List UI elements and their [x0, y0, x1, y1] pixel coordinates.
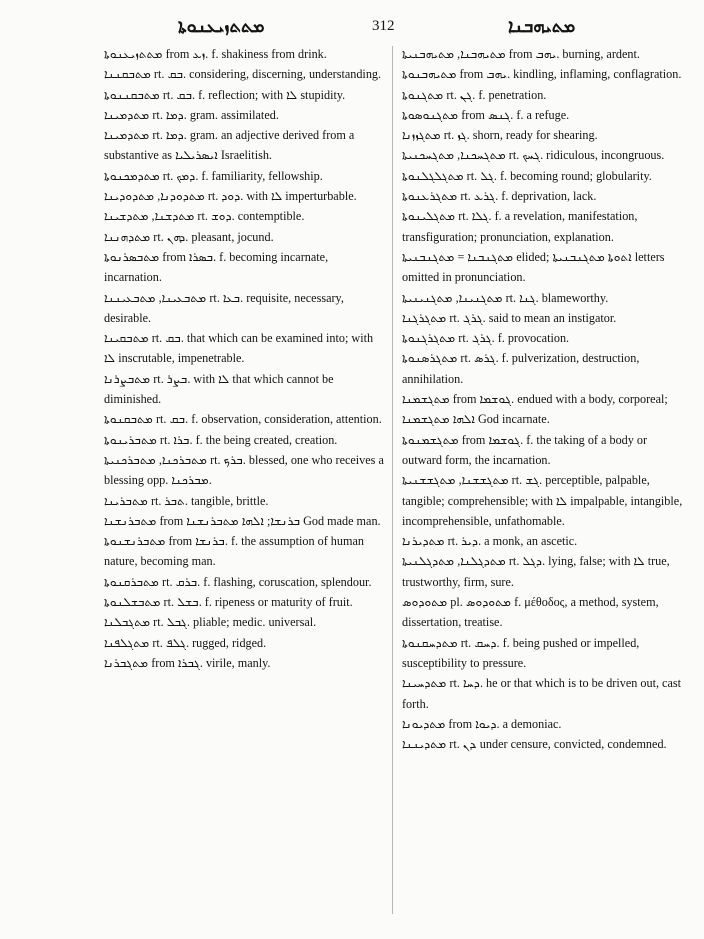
dictionary-entry: ܡܬܝܗܒܢܘܬܐ from ܝܗܒ. kindling, inflaming, conflagration. — [402, 67, 682, 82]
dictionary-entry: ܡܬܓܠܦܢܐ rt. ܓܠܦ. rugged, ridged. — [104, 635, 267, 650]
dictionary-entry: ܡܬܒܩܢܢܘܬܐ rt. ܒܩ. f. reflection; with ܠܐ stupidity. — [104, 87, 346, 102]
dictionary-entry: ܡܬܓܪܥܢܘܬܐ rt. ܓܪܥ. f. deprivation, lack. — [402, 189, 597, 204]
dictionary-entry: ܡܬܘܕܘܣ pl. ܡܬܘܕܘܣ f. μέθοδος, a method, system, dissertation, treatise. — [402, 595, 659, 630]
dictionary-entry: ܡܬܒܪܩܢܘܬܐ rt. ܒܪܩ. f. flashing, coruscation, splendour. — [104, 574, 372, 589]
dictionary-entry: ܡܬܕܫܢܐ, ܡܬܕܫܝܢܐ rt. ܕܘܫ. contemptible. — [104, 209, 305, 224]
dictionary-entry: ܡܬܓܒܠܢܐ rt. ܓܒܠ. pliable; medic. universal. — [104, 615, 317, 630]
dictionary-entry: ܡܬܒܩܢܘܬܐ rt. ܒܩ. f. observation, consideration, attention. — [104, 412, 382, 427]
dictionary-entry: ܡܬܓܫܫܢܐ, ܡܬܓܫܫܢܝܬܐ rt. ܓܫ. perceptible, palpable, tangible; comprehensible; with ܠܐ impalpable, intangible, incomprehensible, unfathomable. — [402, 473, 683, 528]
dictionary-entry: ܡܬܓܚܟܢܐ, ܡܬܓܚܟܢܝܬܐ rt. ܓܚܟ. ridiculous, incongruous. — [402, 148, 665, 163]
dictionary-entry: ܡܬܒܪܝܢܘܬܐ rt. ܒܪܐ. f. the being created, creation. — [104, 432, 338, 447]
page-header — [0, 12, 704, 42]
dictionary-entry: ܡܬܒܩܝܢܐ rt. ܒܩ. that which can be examined into; with ܠܐ inscrutable, impenetrable. — [104, 331, 374, 366]
dictionary-entry: ܡܬܒܪܢܫܢܐ from ܒܪܢܫܐ; ܐܠܗܐ ܡܬܒܪܢܫܢܐ God made man. — [104, 513, 381, 528]
dictionary-entry: ܡܬܬܙܝܥܢܘܬܐ from ܙܥ. f. shakiness from drink. — [104, 47, 327, 61]
column-divider — [392, 46, 393, 914]
dictionary-entry: ܡܬܒܩܢܢܐ rt. ܒܩ. considering, discerning, understanding. — [104, 67, 382, 82]
dictionary-entry: ܡܬܕܝܢܢܐ rt. ܕܢ. under censure, convicted, condemned. — [402, 737, 667, 752]
dictionary-entry: ܡܬܓܫܡܢܐ from ܓܘܫܡܐ. endued with a body, corporeal; ܐܠܗܐ ܡܬܓܫܡܢܐ God incarnate. — [402, 392, 668, 427]
dictionary-entry: ܡܬܕܗܢܢܐ rt. ܕܗܢ. pleasant, jocund. — [104, 229, 274, 244]
dictionary-entry: ܡܬܕܚܩܢܘܬܐ rt. ܕܚܩ. f. being pushed or impelled, susceptibility to pressure. — [402, 635, 640, 670]
dictionary-entry: ܡܬܓܪܓܢܘܬܐ rt. ܓܪܓ. f. provocation. — [402, 331, 570, 346]
dictionary-entry: ܡܬܒܨܪܢܐ rt. ܒܨܪ. with ܠܐ that which cannot be diminished. — [104, 371, 334, 407]
dictionary-entry: ܡܬܓܢܒܢܐ = ܡܬܓܢܒܢܝܬܐ elided; ܐܬܘܬܐ ܡܬܓܢܒܢܝܬܐ letters omitted in pronunciation. — [402, 249, 665, 285]
left-column — [104, 44, 386, 673]
running-head-left: ܡܬܬܙܝܥܢܘܬܐ — [178, 16, 265, 37]
dictionary-entry: ܡܬܕܝܪܢܐ rt. ܕܝܪ. a monk, an ascetic. — [402, 534, 578, 549]
dictionary-entry: ܡܬܒܥܝܢܐ, ܡܬܒܥܝܢܢܐ rt. ܒܥܐ. requisite, necessary, desirable. — [104, 290, 344, 325]
running-head-right: ܡܬܝܗܒܢܐ — [508, 16, 576, 37]
dictionary-entry: ܡܬܒܣܪܢܘܬܐ from ܒܣܪܐ. f. becoming incarnate, incarnation. — [104, 249, 329, 285]
page-number: 312 — [372, 18, 395, 34]
dictionary-entry: ܡܬܕܝܘܢܐ from ܕܝܘܐ. a demoniac. — [402, 716, 562, 731]
dictionary-entry: ܡܬܝܗܒܢܐ, ܡܬܝܗܒܢܝܬܐ from ܝܗܒ. burning, ardent. — [402, 47, 640, 61]
dictionary-entry: ܡܬܕܚܝܢܐ rt. ܕܚܐ. he or that which is to be driven out, cast forth. — [402, 676, 681, 711]
dictionary-entry: ܡܬܓܫܡܢܘܬܐ from ܓܘܫܡܐ. f. the taking of a body or outward form, the incarnation. — [402, 432, 648, 467]
dictionary-entry: ܡܬܕܡܝܢܐ rt. ܕܡܐ. gram. assimilated. — [104, 107, 279, 122]
dictionary-entry: ܡܬܒܪܝܢܐ rt. ܬܒܪ. tangible, brittle. — [104, 493, 269, 508]
dictionary-entry: ܡܬܓܢܘܣܘܬܐ from ܓܢܣ. f. a refuge. — [402, 107, 570, 122]
dictionary-entry: ܡܬܒܪܟܢܐ, ܡܬܒܪܟܢܝܬܐ rt. ܒܪܟ. blessed, one who receives a blessing opp. ܡܒܪܟܢܐ. — [104, 452, 384, 488]
dictionary-entry: ܡܬܕܘܕܢܐ, ܡܬܕܘܕܝܢܐ rt. ܕܘܕ. with ܠܐ imperturbable. — [104, 189, 357, 204]
dictionary-entry: ܡܬܕܡܟܢܘܬܐ rt. ܕܡܟ. f. familiarity, fellowship. — [104, 168, 323, 183]
dictionary-entry: ܡܬܒܪܢܫܢܘܬܐ from ܒܪܢܫܐ. f. the assumption of human nature, becoming man. — [104, 534, 364, 569]
dictionary-entry: ܡܬܕܓܠܢܐ, ܡܬܕܓܠܢܝܬܐ rt. ܕܓܠ. lying, false; with ܠܐ true, trustworthy, firm, sure. — [402, 554, 670, 589]
dictionary-entry: ܡܬܓܙܙܢܐ rt. ܓܙ. shorn, ready for shearing. — [402, 128, 598, 143]
dictionary-entry: ܡܬܓܒܪܢܐ from ܓܒܪܐ. virile, manly. — [104, 655, 271, 670]
dictionary-entry: ܡܬܓܪܣܢܘܬܐ rt. ܓܪܣ. f. pulverization, destruction, annihilation. — [402, 351, 640, 386]
right-column — [402, 44, 684, 754]
dictionary-entry: ܡܬܓܠܓܠܢܘܬܐ rt. ܓܠ. f. becoming round; globularity. — [402, 168, 652, 183]
dictionary-entry: ܡܬܓܢܝܢܐ, ܡܬܓܢܝܢܝܬܐ rt. ܓܢܐ. blameworthy. — [402, 290, 609, 305]
dictionary-entry: ܡܬܓܢܘܬܐ rt. ܓܢ. f. penetration. — [402, 87, 547, 102]
dictionary-entry: ܡܬܒܫܠܢܘܬܐ rt. ܒܫܠ. f. ripeness or maturity of fruit. — [104, 595, 353, 610]
dictionary-entry: ܡܬܕܡܝܢܐ rt. ܕܡܐ. gram. an adjective derived from a substantive as ܐܝܣܪܝܠܝܐ Israelitish. — [104, 128, 355, 163]
dictionary-entry: ܡܬܓܪܓܢܐ rt. ܓܪܓ. said to mean an instigator. — [402, 310, 617, 325]
dictionary-entry: ܡܬܓܠܝܢܘܬܐ rt. ܓܠܐ. f. a revelation, manifestation, transfiguration; pronunciation, explanation. — [402, 209, 638, 244]
